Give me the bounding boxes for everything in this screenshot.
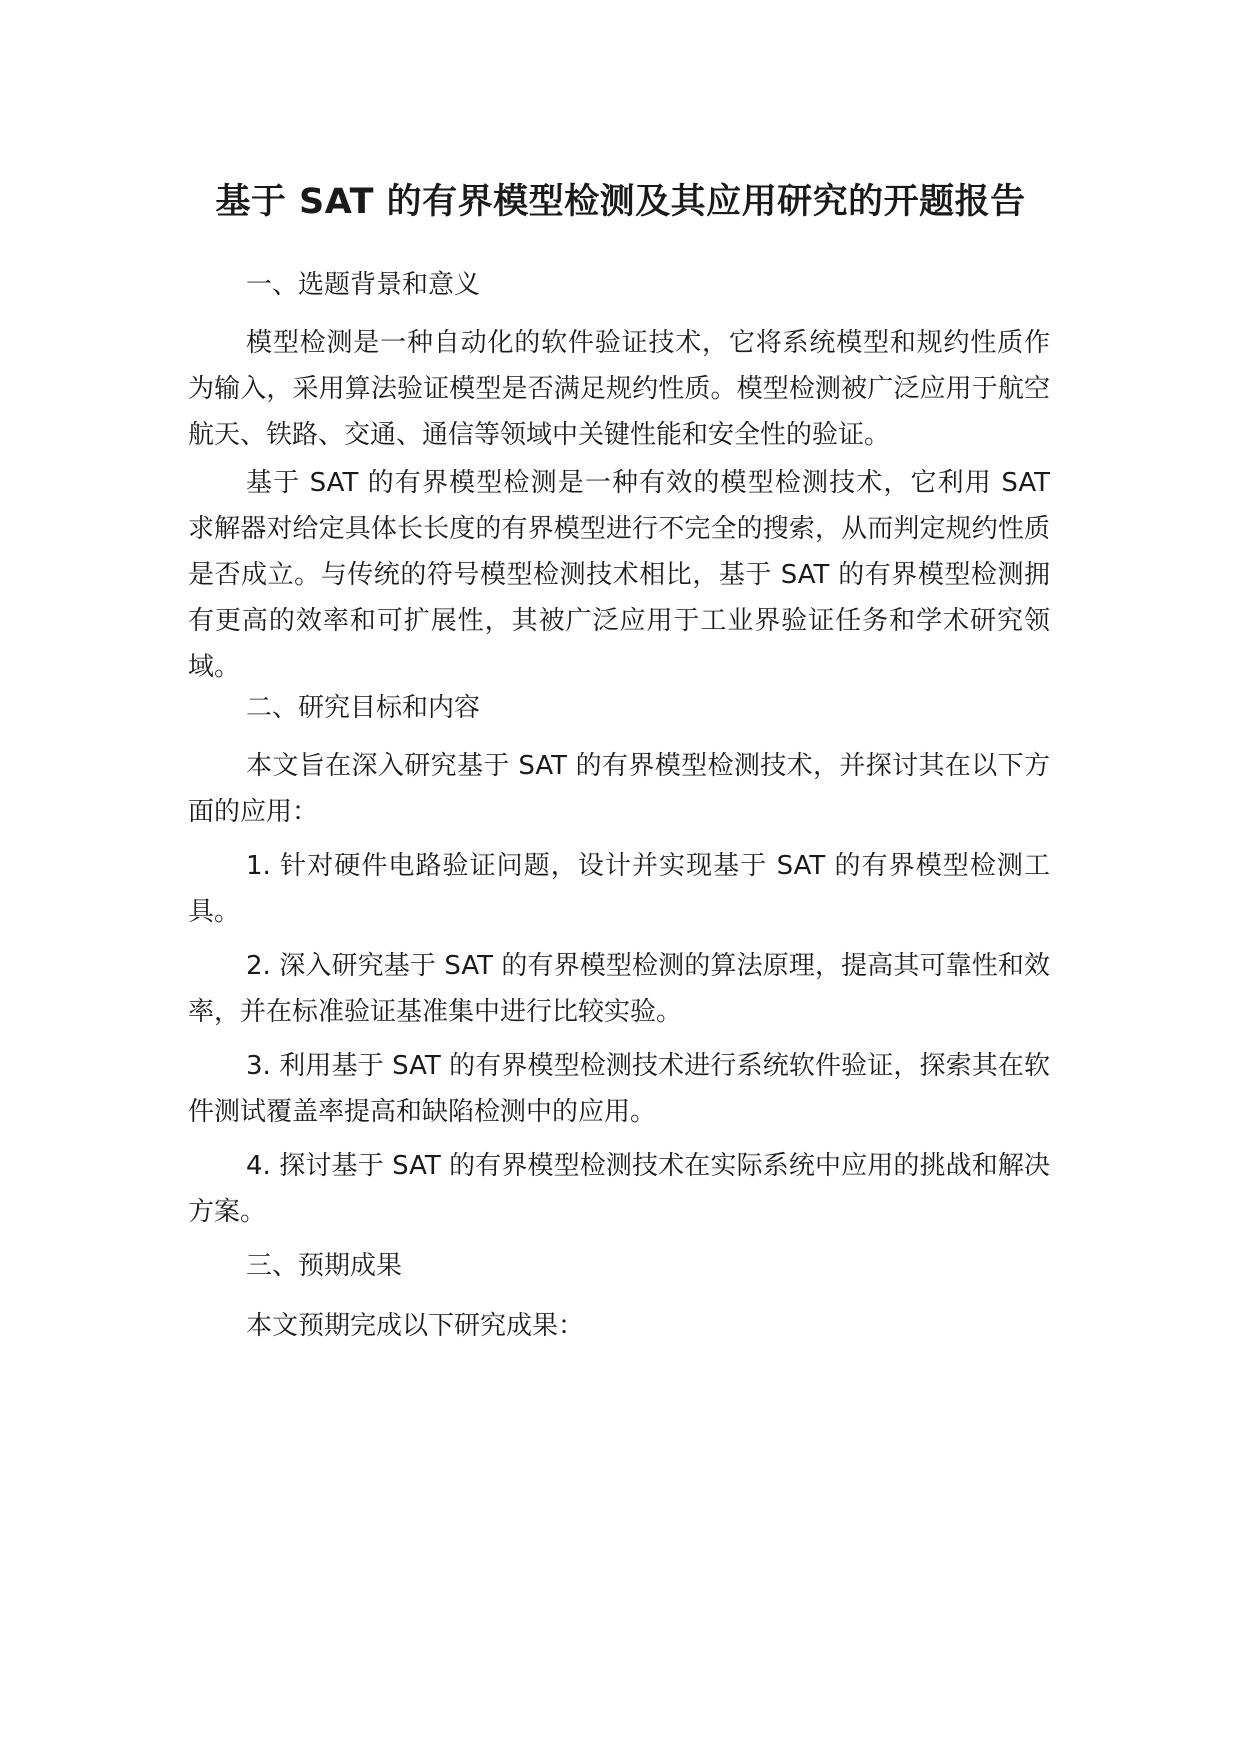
list-item-goal-3: 3. 利用基于 SAT 的有界模型检测技术进行系统软件验证，探索其在软件测试覆盖率提高和缺陷检测中的应用。 [188, 1051, 1050, 1127]
paragraph-goals-intro: 本文旨在深入研究基于 SAT 的有界模型检测技术，并探讨其在以下方面的应用： [188, 751, 1050, 827]
section-heading-background: 一、选题背景和意义 [246, 270, 481, 300]
paragraph-model-checking-intro: 模型检测是一种自动化的软件验证技术，它将系统模型和规约性质作为输入，采用算法验证模型是否满足规约性质。模型检测被广泛应用于航空航天、铁路、交通、通信等领域中关键性能和安全性的验证。 [188, 328, 1050, 450]
document-title: 基于 SAT 的有界模型检测及其应用研究的开题报告 [215, 182, 1026, 222]
list-item-goal-2: 2. 深入研究基于 SAT 的有界模型检测的算法原理，提高其可靠性和效率，并在标准验证基准集中进行比较实验。 [188, 951, 1050, 1027]
paragraph-expected-results-intro: 本文预期完成以下研究成果： [246, 1311, 585, 1341]
paragraph-sat-bmc-intro: 基于 SAT 的有界模型检测是一种有效的模型检测技术，它利用 SAT 求解器对给定具体长长度的有界模型进行不完全的搜索，从而判定规约性质是否成立。与传统的符号模型检测技术相比，基于 SAT 的有界模型检测拥有更高的效率和可扩展性，其被广泛应用于工业界验证任务和学术研究领域。 [188, 468, 1050, 682]
section-heading-goals: 二、研究目标和内容 [246, 693, 481, 723]
list-item-goal-4: 4. 探讨基于 SAT 的有界模型检测技术在实际系统中应用的挑战和解决方案。 [188, 1151, 1050, 1227]
list-item-goal-1: 1. 针对硬件电路验证问题，设计并实现基于 SAT 的有界模型检测工具。 [188, 851, 1050, 927]
section-heading-expected-results: 三、预期成果 [246, 1251, 403, 1281]
